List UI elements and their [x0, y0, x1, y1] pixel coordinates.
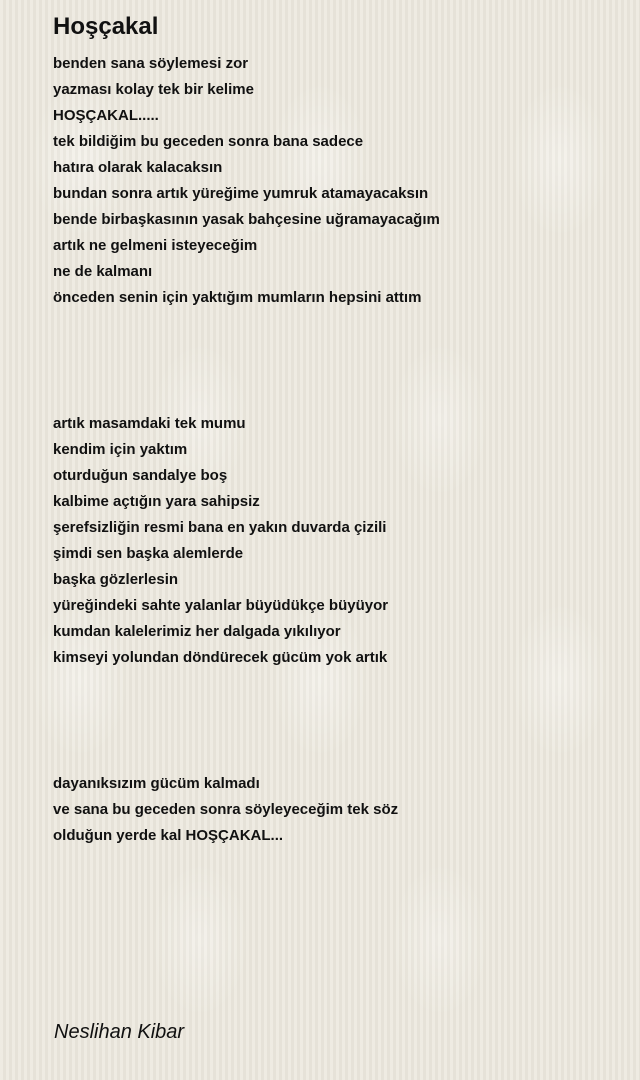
- poem-line: kendim için yaktım: [53, 441, 188, 458]
- poem-line: şimdi sen başka alemlerde: [53, 545, 244, 562]
- stanza-1: [53, 51, 440, 311]
- poem-line: yüreğindeki sahte yalanlar büyüdükçe büyüyor: [53, 597, 389, 614]
- poem-line: kalbime açtığın yara sahipsiz: [53, 493, 260, 510]
- poem-line: hatıra olarak kalacaksın: [53, 159, 223, 176]
- poem-line: oturduğun sandalye boş: [53, 467, 228, 484]
- poem-line: ve sana bu geceden sonra söyleyeceğim tek söz: [53, 801, 399, 818]
- poem-line: başka gözlerlesin: [53, 571, 179, 588]
- poem-line: yazması kolay tek bir kelime: [53, 81, 254, 98]
- poem-line: kimseyi yolundan döndürecek gücüm yok artık: [53, 649, 388, 666]
- poem-line: tek bildiğim bu geceden sonra bana sadece: [53, 133, 364, 150]
- poem-line: kumdan kalelerimiz her dalgada yıkılıyor: [53, 623, 341, 640]
- stanza-3: [53, 771, 398, 849]
- poem-line: ne de kalmanı: [53, 263, 153, 280]
- poem-line: dayanıksızım gücüm kalmadı: [53, 775, 260, 792]
- poem-line: şerefsizliğin resmi bana en yakın duvarda çizili: [53, 519, 387, 536]
- poem-line: HOŞÇAKAL.....: [53, 107, 159, 124]
- author-name: Neslihan Kibar: [54, 1021, 185, 1043]
- poem-line: bundan sonra artık yüreğime yumruk atamayacaksın: [53, 185, 429, 202]
- poem-line: bende birbaşkasının yasak bahçesine uğramayacağım: [53, 211, 440, 228]
- poem-line: benden sana söylemesi zor: [53, 55, 249, 72]
- poem-line: olduğun yerde kal HOŞÇAKAL...: [53, 827, 284, 844]
- poem-title: Hoşçakal: [53, 13, 159, 40]
- poem-line: artık ne gelmeni isteyeceğim: [53, 237, 258, 254]
- poem-line: artık masamdaki tek mumu: [53, 415, 246, 432]
- stanza-2: [53, 411, 388, 671]
- poem-line: önceden senin için yaktığım mumların hepsini attım: [53, 289, 422, 306]
